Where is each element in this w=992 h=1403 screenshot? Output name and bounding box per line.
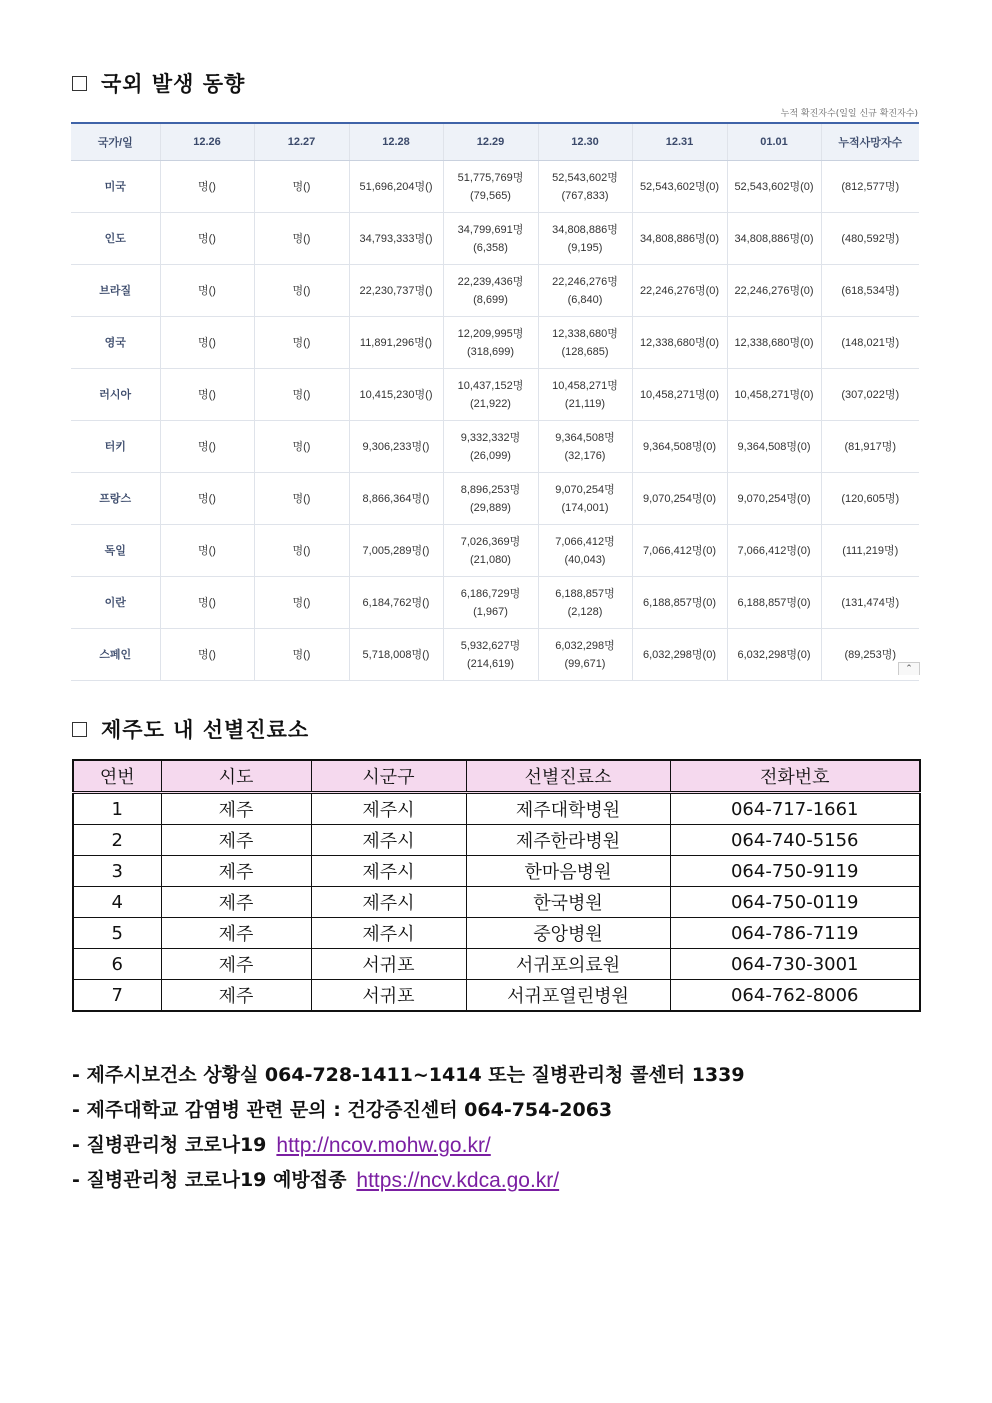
table-cell: 5	[73, 918, 161, 949]
table-cell: 10,458,271명(0)	[632, 369, 727, 421]
note-link[interactable]: https://ncv.kdca.go.kr/	[356, 1169, 560, 1192]
table-cell: 34,793,333명()	[349, 213, 443, 265]
table-row	[71, 421, 919, 473]
table-cell: 12,338,680명(0)	[632, 317, 727, 369]
cumulative-count: 34,799,691명	[457, 223, 524, 236]
table-cell: 51,696,204명()	[349, 161, 443, 213]
note-link[interactable]: http://ncov.mohw.go.kr/	[276, 1134, 491, 1157]
table-cell	[538, 265, 632, 317]
table-cell	[443, 265, 538, 317]
country-cell: 러시아	[71, 369, 160, 421]
table-cell	[538, 629, 632, 681]
country-cell: 미국	[71, 161, 160, 213]
daily-new-count: (9,195)	[567, 241, 603, 254]
table-legend: 누적 확진자수(일일 신규 확진자수)	[780, 109, 918, 119]
table-cell: 6,188,857명(0)	[727, 577, 821, 629]
note-line	[72, 1128, 745, 1163]
table-cell: 52,543,602명(0)	[727, 161, 821, 213]
daily-new-count: (21,080)	[470, 553, 511, 566]
table-cell: 명()	[254, 525, 349, 577]
table-cell: 9,070,254명(0)	[632, 473, 727, 525]
note-text: - 제주대학교 감염병 관련 문의 : 건강증진센터 064-754-2063	[72, 1099, 613, 1121]
table-cell	[443, 369, 538, 421]
table-cell: (148,021명)	[821, 317, 919, 369]
section-title-text: 제주도 내 선별진료소	[101, 718, 310, 742]
table-cell: 52,543,602명(0)	[632, 161, 727, 213]
table-cell	[538, 525, 632, 577]
table-cell: 서귀포의료원	[466, 949, 670, 980]
table-cell: 제주	[161, 887, 311, 918]
daily-new-count: (26,099)	[470, 449, 511, 462]
table-header-row	[71, 123, 919, 161]
table-row	[73, 856, 920, 887]
column-header: 국가/일	[71, 123, 160, 161]
table-cell: 명()	[254, 317, 349, 369]
table-cell	[538, 473, 632, 525]
table-cell: 064-730-3001	[670, 949, 920, 980]
table-row	[71, 525, 919, 577]
cumulative-count: 22,246,276명	[552, 275, 618, 288]
table-cell: 1	[73, 793, 161, 825]
table-cell: 9,070,254명(0)	[727, 473, 821, 525]
cumulative-count: 9,070,254명	[555, 483, 615, 496]
table-row	[71, 473, 919, 525]
contact-notes	[72, 1058, 745, 1198]
table-cell	[443, 473, 538, 525]
table-row	[71, 577, 919, 629]
table-cell: 6	[73, 949, 161, 980]
table-cell	[538, 369, 632, 421]
table-cell: 7,066,412명(0)	[727, 525, 821, 577]
daily-new-count: (32,176)	[564, 449, 606, 462]
table-cell: 6,188,857명(0)	[632, 577, 727, 629]
cumulative-count: 6,188,857명	[555, 587, 615, 600]
table-cell: 제주시	[311, 856, 466, 887]
cumulative-count: 10,458,271명	[552, 379, 618, 392]
table-cell: (111,219명)	[821, 525, 919, 577]
table-cell: 제주	[161, 980, 311, 1012]
table-cell: 제주	[161, 918, 311, 949]
table-cell: 2	[73, 825, 161, 856]
table-cell: 서귀포열린병원	[466, 980, 670, 1012]
cumulative-count: 7,026,369명	[460, 535, 521, 548]
table-cell: 명()	[160, 473, 254, 525]
table-cell: 22,246,276명(0)	[632, 265, 727, 317]
table-cell: 중앙병원	[466, 918, 670, 949]
table-cell: 7	[73, 980, 161, 1012]
column-header: 시도	[161, 760, 311, 793]
table-cell: 34,808,886명(0)	[727, 213, 821, 265]
daily-new-count: (2,128)	[567, 605, 603, 618]
country-cell: 스페인	[71, 629, 160, 681]
table-cell: 명()	[254, 629, 349, 681]
cumulative-count: 34,808,886명	[552, 223, 618, 236]
table-cell: 한국병원	[466, 887, 670, 918]
daily-new-count: (6,840)	[567, 293, 603, 306]
table-cell: 제주	[161, 949, 311, 980]
table-cell: 명()	[160, 525, 254, 577]
table-cell	[443, 629, 538, 681]
table-row	[73, 793, 920, 825]
cumulative-count: 8,896,253명	[460, 483, 521, 496]
table-row	[73, 825, 920, 856]
table-cell: 7,066,412명(0)	[632, 525, 727, 577]
table-cell	[538, 577, 632, 629]
table-cell: 명()	[254, 369, 349, 421]
table-cell: 7,005,289명()	[349, 525, 443, 577]
table-cell: 명()	[254, 213, 349, 265]
country-cell: 인도	[71, 213, 160, 265]
table-row	[71, 317, 919, 369]
cumulative-count: 6,032,298명	[555, 639, 615, 652]
note-line	[72, 1058, 745, 1093]
cumulative-count: 51,775,769명	[457, 171, 524, 184]
column-header: 연번	[73, 760, 161, 793]
table-cell: 제주시	[311, 793, 466, 825]
daily-new-count: (79,565)	[470, 189, 511, 202]
daily-new-count: (21,922)	[470, 397, 511, 410]
table-cell: 명()	[254, 473, 349, 525]
table-row	[73, 887, 920, 918]
table-cell: (618,534명)	[821, 265, 919, 317]
table-cell: 12,338,680명(0)	[727, 317, 821, 369]
column-header: 12.29	[443, 123, 538, 161]
table-cell: 11,891,296명()	[349, 317, 443, 369]
column-header: 12.31	[632, 123, 727, 161]
daily-new-count: (8,699)	[473, 293, 508, 306]
table-header-row	[73, 760, 920, 793]
table-cell: 10,458,271명(0)	[727, 369, 821, 421]
daily-new-count: (21,119)	[564, 397, 606, 410]
column-header: 12.26	[160, 123, 254, 161]
table-cell	[538, 317, 632, 369]
cumulative-count: 12,209,995명	[457, 327, 524, 340]
table-cell: 명()	[160, 369, 254, 421]
cumulative-count: 52,543,602명	[552, 171, 618, 184]
column-header: 시군구	[311, 760, 466, 793]
table-cell: (120,605명)	[821, 473, 919, 525]
table-cell: 8,866,364명()	[349, 473, 443, 525]
table-cell: 명()	[254, 161, 349, 213]
column-header: 12.28	[349, 123, 443, 161]
table-cell: 10,415,230명()	[349, 369, 443, 421]
screening-clinic-table	[72, 759, 921, 1012]
table-row	[73, 918, 920, 949]
note-line	[72, 1093, 745, 1128]
overseas-cases-table	[71, 122, 919, 681]
table-cell	[538, 421, 632, 473]
checkbox-icon	[72, 76, 87, 91]
note-text: - 질병관리청 코로나19	[72, 1134, 267, 1156]
table-cell: 9,306,233명()	[349, 421, 443, 473]
table-cell: 제주시	[311, 918, 466, 949]
table-row	[71, 161, 919, 213]
table-cell: 34,808,886명(0)	[632, 213, 727, 265]
table-cell: (480,592명)	[821, 213, 919, 265]
table-cell: 9,364,508명(0)	[632, 421, 727, 473]
country-cell: 영국	[71, 317, 160, 369]
table-cell: 명()	[160, 317, 254, 369]
cumulative-count: 5,932,627명	[460, 639, 521, 652]
column-header: 전화번호	[670, 760, 920, 793]
table-cell: 064-740-5156	[670, 825, 920, 856]
table-cell: 제주	[161, 825, 311, 856]
table-cell: 064-762-8006	[670, 980, 920, 1012]
daily-new-count: (40,043)	[564, 553, 606, 566]
table-cell: 6,032,298명(0)	[727, 629, 821, 681]
country-cell: 터키	[71, 421, 160, 473]
table-cell	[538, 161, 632, 213]
table-cell: 서귀포	[311, 980, 466, 1012]
table-cell: 064-750-9119	[670, 856, 920, 887]
daily-new-count: (1,967)	[473, 605, 508, 618]
cumulative-count: 10,437,152명	[457, 379, 524, 392]
table-cell: (307,022명)	[821, 369, 919, 421]
table-row	[71, 213, 919, 265]
table-cell: (812,577명)	[821, 161, 919, 213]
table-row	[73, 949, 920, 980]
cumulative-count: 9,364,508명	[555, 431, 615, 444]
table-cell	[443, 577, 538, 629]
table-row	[73, 980, 920, 1012]
table-cell: (89,253명)	[821, 629, 919, 681]
table-cell: 명()	[254, 421, 349, 473]
country-cell: 이란	[71, 577, 160, 629]
table-cell: 서귀포	[311, 949, 466, 980]
table-cell: 064-750-0119	[670, 887, 920, 918]
table-row	[71, 629, 919, 681]
column-header: 누적사망자수	[821, 123, 919, 161]
country-cell: 프랑스	[71, 473, 160, 525]
table-cell	[443, 317, 538, 369]
daily-new-count: (29,889)	[470, 501, 511, 514]
daily-new-count: (214,619)	[466, 657, 515, 670]
table-cell: 명()	[254, 265, 349, 317]
table-cell: 제주	[161, 793, 311, 825]
cumulative-count: 7,066,412명	[555, 535, 615, 548]
table-row	[71, 265, 919, 317]
note-text: - 제주시보건소 상황실 064-728-1411~1414 또는 질병관리청 콜센터 1339	[72, 1064, 745, 1086]
table-cell	[443, 161, 538, 213]
table-cell: (81,917명)	[821, 421, 919, 473]
section-title-text: 국외 발생 동향	[101, 72, 246, 96]
table-cell: 22,230,737명()	[349, 265, 443, 317]
table-cell: 명()	[160, 577, 254, 629]
table-cell	[443, 421, 538, 473]
table-cell: 제주시	[311, 825, 466, 856]
table-row	[71, 369, 919, 421]
country-cell: 독일	[71, 525, 160, 577]
daily-new-count: (767,833)	[561, 189, 609, 202]
table-cell: 064-786-7119	[670, 918, 920, 949]
scroll-top-icon[interactable]: ⌃	[898, 662, 920, 675]
table-cell: 명()	[160, 629, 254, 681]
table-cell: 제주	[161, 856, 311, 887]
checkbox-icon	[72, 722, 87, 737]
table-cell: 064-717-1661	[670, 793, 920, 825]
table-cell: (131,474명)	[821, 577, 919, 629]
table-cell: 명()	[160, 265, 254, 317]
table-cell: 제주대학병원	[466, 793, 670, 825]
column-header: 선별진료소	[466, 760, 670, 793]
note-text: - 질병관리청 코로나19 예방접종	[72, 1169, 347, 1191]
column-header: 12.30	[538, 123, 632, 161]
daily-new-count: (6,358)	[473, 241, 508, 254]
table-cell: 6,032,298명(0)	[632, 629, 727, 681]
table-cell: 4	[73, 887, 161, 918]
daily-new-count: (128,685)	[561, 345, 609, 358]
table-cell	[443, 525, 538, 577]
daily-new-count: (318,699)	[466, 345, 515, 358]
table-cell: 제주시	[311, 887, 466, 918]
table-cell: 5,718,008명()	[349, 629, 443, 681]
table-cell: 명()	[160, 161, 254, 213]
column-header: 01.01	[727, 123, 821, 161]
cumulative-count: 9,332,332명	[460, 431, 521, 444]
table-cell: 명()	[160, 421, 254, 473]
cumulative-count: 6,186,729명	[460, 587, 521, 600]
table-cell	[443, 213, 538, 265]
table-cell: 명()	[160, 213, 254, 265]
cumulative-count: 12,338,680명	[552, 327, 618, 340]
daily-new-count: (174,001)	[561, 501, 609, 514]
cumulative-count: 22,239,436명	[457, 275, 524, 288]
column-header: 12.27	[254, 123, 349, 161]
table-cell	[538, 213, 632, 265]
country-cell: 브라질	[71, 265, 160, 317]
table-cell: 22,246,276명(0)	[727, 265, 821, 317]
table-cell: 제주한라병원	[466, 825, 670, 856]
table-cell: 명()	[254, 577, 349, 629]
section-title-overseas	[72, 68, 245, 98]
daily-new-count: (99,671)	[564, 657, 606, 670]
section-title-clinics	[72, 714, 309, 744]
table-cell: 한마음병원	[466, 856, 670, 887]
note-line	[72, 1163, 745, 1198]
table-cell: 3	[73, 856, 161, 887]
table-cell: 9,364,508명(0)	[727, 421, 821, 473]
table-cell: 6,184,762명()	[349, 577, 443, 629]
